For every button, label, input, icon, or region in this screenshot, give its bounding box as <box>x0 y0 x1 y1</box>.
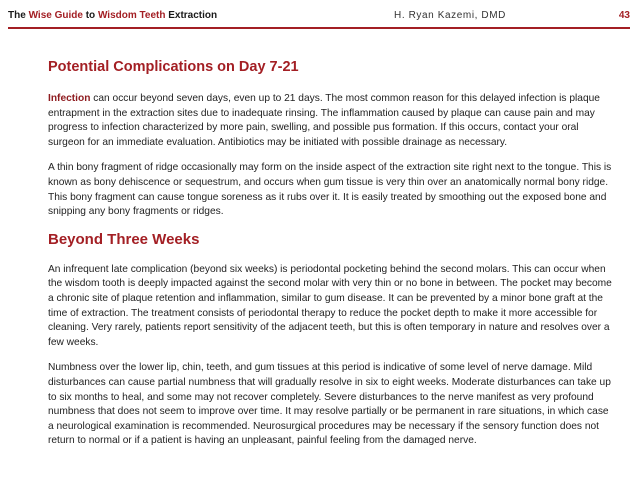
paragraph-periodontal-pocketing: An infrequent late complication (beyond six weeks) is periodontal pocketing behind the second molars. This can occur when the wisdom tooth is deeply impacted against the second molar with very thin or no bone in between. The pocket may become a chronic site of plaque retention and inflammation, similar to gum disease. It can be prevented by a minor bone graft at the time of extraction. The treatment consists of periodontal therapy to reduce the pocket depth to make it more accessible for cleaning. Very rarely, patients report sensitivity of the adjacent teeth, but this is often temporary in nature and resolves over a few weeks. <box>48 263 612 348</box>
term-infection: Infection <box>48 93 91 104</box>
section-heading-complications: Potential Complications on Day 7-21 <box>48 59 299 75</box>
book-title-highlight: Wise Guide <box>28 10 83 21</box>
book-title-part: The <box>8 10 29 21</box>
page-header <box>8 7 630 29</box>
book-title <box>8 10 217 21</box>
book-title-part: to <box>82 10 98 21</box>
author-name: H. Ryan Kazemi, DMD <box>394 10 506 21</box>
paragraph-numbness: Numbness over the lower lip, chin, teeth, and gum tissues at this period is indicative of some level of nerve damage. Mild disturbances can cause partial numbness that will gradually resolve in six to eight weeks. Moderate disturbances can take up to six months to heal, and some may not recover completely. Severe disturbances to the nerve manifest as very profound numbness that does not seem to improve over time. It may resolve partially or be permanent in rare situations, in which case a neurological examination is recommended. Neurosurgical procedures may be necessary if the sensory function does not return to normal or if a patient is having an unpleasant, painful feeling from the damaged nerve. <box>48 362 611 447</box>
section-heading-beyond-three-weeks: Beyond Three Weeks <box>48 230 200 248</box>
header-rule <box>8 27 630 29</box>
page-number: 43 <box>618 10 630 21</box>
paragraph-text: can occur beyond seven days, even up to 21 days. The most common reason for this delayed infection is plaque entrapment in the extraction sites due to inadequate rinsing. The inflammation caused by plaque can cause pain and may progress to infection characterized by more pain, swelling, and possible pus formation. If this occurs, contact your oral surgeon for an immediate evaluation. Antibiotics may be initiated with possible drainage as necessary. <box>48 93 600 148</box>
paragraph-infection <box>48 92 614 150</box>
paragraph-bony-fragment: A thin bony fragment of ridge occasionally may form on the inside aspect of the extraction site right next to the tongue. This is known as bony dehiscence or sequestrum, and occurs when gum tissue is very thin over an anatomically normal bony ridge. This bony fragment can cause tongue soreness as it rubs over it. It is easily treated by smoothing out the exposed bone and snipping any bony fragments or ridges. <box>48 162 612 218</box>
book-title-highlight: Wisdom Teeth <box>97 10 166 21</box>
page-content <box>48 58 614 460</box>
book-title-part: Extraction <box>165 10 218 21</box>
